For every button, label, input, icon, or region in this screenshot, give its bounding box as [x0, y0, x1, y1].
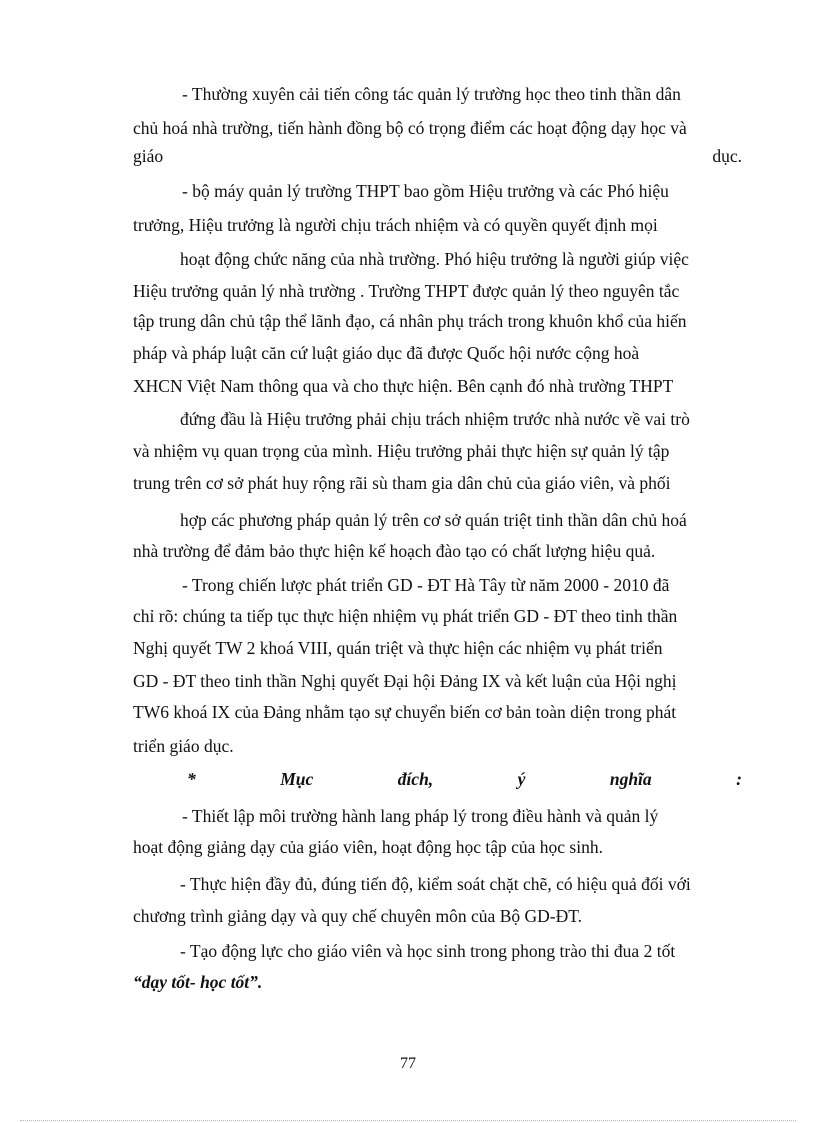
text-line: trung trên cơ sở phát huy rộng rãi sù tham gia dân chủ của giáo viên, và phối	[133, 473, 671, 493]
text-line: - Thiết lập môi trường hành lang pháp lý trong điều hành và quản lý	[182, 806, 659, 826]
page-bottom-divider	[20, 1120, 796, 1121]
text-line: hợp các phương pháp quản lý trên cơ sở quán triệt tinh thần dân chủ hoá	[180, 510, 687, 530]
text-line: TW6 khoá IX của Đảng nhằm tạo sự chuyển biến cơ bản toàn diện trong phát	[133, 702, 677, 722]
text-line: - Thường xuyên cải tiến công tác quản lý trường học theo tinh thần dân	[182, 84, 681, 104]
text-line: và nhiệm vụ quan trọng của mình. Hiệu trưởng phải thực hiện sự quản lý tập	[133, 441, 670, 461]
text-line: hoạt động chức năng của nhà trường. Phó hiệu trưởng là người giúp việc	[180, 249, 689, 269]
text-line: tập trung dân chủ tập thể lãnh đạo, cá nhân phụ trách trong khuôn khổ của hiến	[133, 311, 687, 331]
heading-word: :	[736, 769, 742, 789]
word: dục.	[712, 146, 742, 166]
text-line: Nghị quyết TW 2 khoá VIII, quán triệt và thực hiện các nhiệm vụ phát triển	[133, 638, 663, 658]
text-line: - Trong chiến lược phát triển GD - ĐT Hà Tây từ năm 2000 - 2010 đã	[182, 575, 670, 595]
heading-word: đích,	[397, 769, 434, 789]
heading-word: *	[187, 769, 196, 789]
word: giáo	[133, 146, 164, 166]
text-line: nhà trường để đảm bảo thực hiện kế hoạch đào tạo có chất lượng hiệu quả.	[133, 541, 656, 561]
text-line: chương trình giảng dạy và quy chế chuyên môn của Bộ GD-ĐT.	[133, 906, 582, 926]
text-line: trưởng, Hiệu trưởng là người chịu trách nhiệm và có quyền quyết định mọi	[133, 215, 658, 235]
text-line: chủ hoá nhà trường, tiến hành đồng bộ có trọng điểm các hoạt động dạy học và	[133, 118, 687, 138]
text-line: GD - ĐT theo tinh thần Nghị quyết Đại hội Đảng IX và kết luận của Hội nghị	[133, 671, 677, 691]
text-line: đứng đầu là Hiệu trưởng phải chịu trách nhiệm trước nhà nước về vai trò	[180, 409, 690, 429]
text-line: Hiệu trưởng quản lý nhà trường . Trường THPT được quản lý theo nguyên tắc	[133, 281, 680, 301]
text-line: - bộ máy quản lý trường THPT bao gồm Hiệu trưởng và các Phó hiệu	[182, 181, 669, 201]
heading-word: Mục	[280, 769, 314, 789]
text-line: - Thực hiện đầy đủ, đúng tiến độ, kiểm soát chặt chẽ, có hiệu quả đối với	[180, 874, 691, 894]
page-number: 77	[400, 1055, 416, 1072]
heading-word: ý	[517, 769, 526, 789]
text-line-justified	[133, 145, 742, 167]
text-line: chỉ rõ: chúng ta tiếp tục thực hiện nhiệm vụ phát triển GD - ĐT theo tinh thần	[133, 606, 678, 626]
text-line: - Tạo động lực cho giáo viên và học sinh trong phong trào thi đua 2 tốt	[180, 941, 676, 961]
section-heading	[187, 768, 742, 790]
text-line: pháp và pháp luật căn cứ luật giáo dục đã được Quốc hội nước cộng hoà	[133, 343, 640, 363]
text-line: XHCN Việt Nam thông qua và cho thực hiện. Bên cạnh đó nhà trường THPT	[133, 376, 674, 396]
text-line: triển giáo dục.	[133, 736, 234, 756]
heading-word: nghĩa	[609, 769, 652, 789]
text-line-emphasis: “dạy tốt- học tốt”.	[133, 972, 263, 992]
text-line: hoạt động giảng dạy của giáo viên, hoạt động học tập của học sinh.	[133, 837, 603, 857]
